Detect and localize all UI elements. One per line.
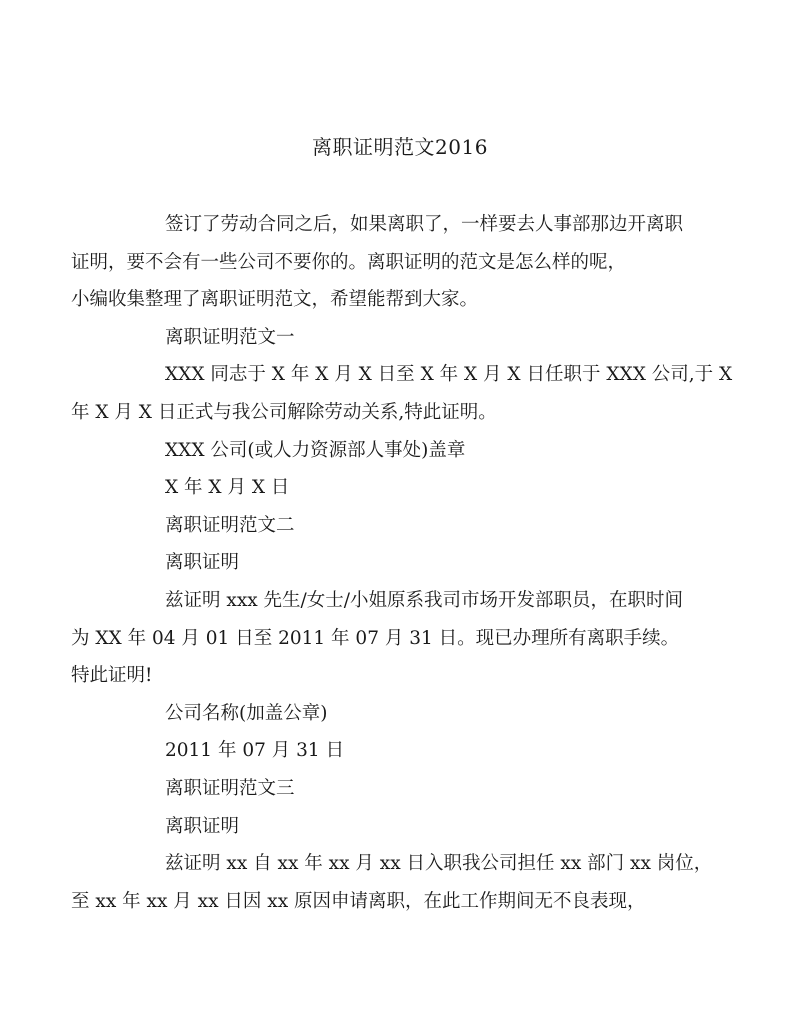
section-heading-sample-three [118,770,678,808]
paragraph-sample-two-seal [118,695,678,733]
paragraph-line: XXX 公司(或人力资源部人事处)盖章 [165,439,466,461]
paragraph-line: 为 XX 年 04 月 01 日至 2011 年 07 月 31 日。现已办理所有离职手续。 [71,627,680,649]
paragraph-line: 2011 年 07 月 31 日 [165,740,345,762]
paragraph-line: 年 X 月 X 日正式与我公司解除劳动关系,特此证明。 [71,401,497,423]
paragraph-sample-three-title [118,808,678,846]
paragraph-line: 公司名称(加盖公章) [165,702,328,724]
paragraph-intro [71,206,684,319]
paragraph-line: XXX 同志于 X 年 X 月 X 日至 X 年 X 月 X 日任职于 XXX 公司,于 X [165,364,733,386]
paragraph-line: 兹证明 xx 自 xx 年 xx 月 xx 日入职我公司担任 xx 部门 xx 岗位， [165,853,713,875]
paragraph-line: 兹证明 xxx 先生/女士/小姐原系我司市场开发部职员，在职时间 [165,589,684,611]
paragraph-sample-one-seal [118,432,678,470]
paragraph-sample-two-body [71,582,684,695]
paragraph-line: 离职证明范文一 [165,326,295,348]
paragraph-line: 特此证明! [71,665,153,687]
paragraph-line: 证明，要不会有一些公司不要你的。离职证明的范文是怎么样的呢， [71,251,627,273]
paragraph-line: 至 xx 年 xx 月 xx 日因 xx 原因申请离职，在此工作期间无不良表现， [71,890,646,912]
paragraph-sample-one-body [71,356,733,431]
paragraph-line: X 年 X 月 X 日 [165,477,290,499]
section-heading-sample-one [118,319,678,357]
paragraph-line: 离职证明范文二 [165,514,295,536]
paragraph-sample-two-title [118,544,678,582]
paragraph-line: 离职证明范文三 [165,777,295,799]
paragraph-line: 签订了劳动合同之后，如果离职了，一样要去人事部那边开离职 [165,214,684,235]
section-heading-sample-two [118,507,678,545]
document-title: 离职证明范文2016 [312,135,488,159]
paragraph-sample-two-date [118,732,678,770]
paragraph-line: 离职证明 [165,552,240,574]
paragraph-line: 离职证明 [165,815,240,837]
document-body [71,206,733,920]
paragraph-sample-three-body [71,845,713,920]
paragraph-sample-one-date [118,469,678,507]
paragraph-line: 小编收集整理了离职证明范文，希望能帮到大家。 [71,289,479,311]
